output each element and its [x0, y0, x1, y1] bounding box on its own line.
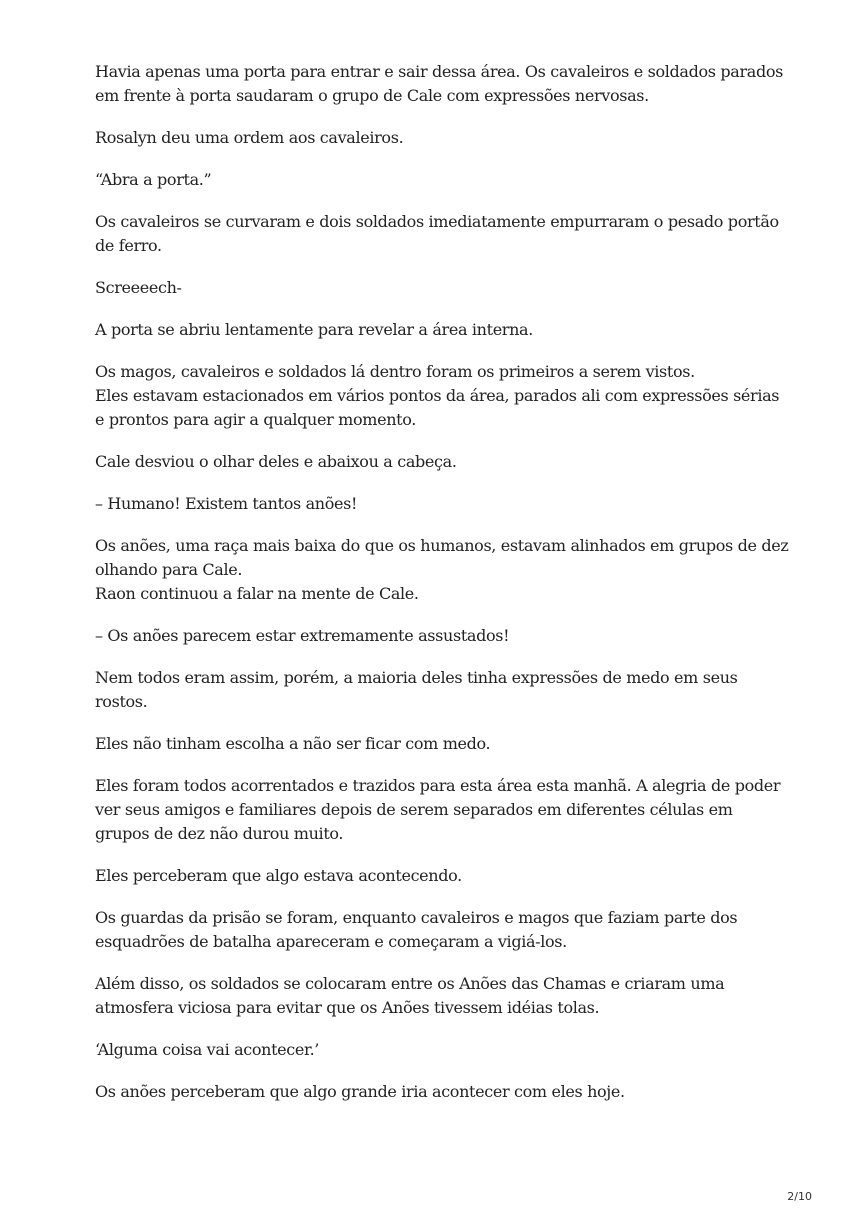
paragraph: Eles perceberam que algo estava acontecendo.: [95, 866, 462, 885]
page-number: 2/10: [787, 1190, 812, 1203]
paragraph: Os guardas da prisão se foram, enquanto cavaleiros e magos que faziam parte dos esquadrões de batalha apareceram e começaram a vigiá-los.: [95, 908, 738, 951]
paragraph: Os anões perceberam que algo grande iria acontecer com eles hoje.: [95, 1082, 625, 1101]
paragraph: Eles não tinham escolha a não ser ficar com medo.: [95, 734, 491, 753]
paragraph: ‘Alguma coisa vai acontecer.’: [95, 1040, 320, 1059]
paragraph: Havia apenas uma porta para entrar e sair dessa área. Os cavaleiros e soldados parados em frente à porta saudaram o grupo de Cale com expressões nervosas.: [95, 62, 784, 105]
paragraph: Nem todos eram assim, porém, a maioria deles tinha expressões de medo em seus rostos.: [95, 668, 738, 711]
paragraph: Cale desviou o olhar deles e abaixou a cabeça.: [95, 452, 457, 471]
paragraph: – Humano! Existem tantos anões!: [95, 494, 358, 513]
paragraph: Os magos, cavaleiros e soldados lá dentro foram os primeiros a serem vistos. Eles estavam estacionados em vários pontos da área, parados ali com expressões sérias e prontos para agir a qualquer momento.: [95, 362, 780, 429]
paragraph: Screeeech-: [95, 278, 182, 297]
paragraph: Rosalyn deu uma ordem aos cavaleiros.: [95, 128, 404, 147]
paragraph: A porta se abriu lentamente para revelar a área interna.: [95, 320, 533, 339]
paragraph: “Abra a porta.”: [95, 170, 212, 189]
document-body: [95, 60, 790, 1122]
paragraph: Eles foram todos acorrentados e trazidos para esta área esta manhã. A alegria de poder ver seus amigos e familiares depois de serem separados em diferentes células em grupos de dez não durou muito.: [95, 776, 781, 843]
paragraph: Além disso, os soldados se colocaram entre os Anões das Chamas e criaram uma atmosfera viciosa para evitar que os Anões tivessem idéias tolas.: [95, 974, 725, 1017]
paragraph: Os cavaleiros se curvaram e dois soldados imediatamente empurraram o pesado portão de ferro.: [95, 212, 779, 255]
paragraph: Os anões, uma raça mais baixa do que os humanos, estavam alinhados em grupos de dez olhando para Cale. Raon continuou a falar na mente de Cale.: [95, 536, 789, 603]
paragraph: – Os anões parecem estar extremamente assustados!: [95, 626, 510, 645]
